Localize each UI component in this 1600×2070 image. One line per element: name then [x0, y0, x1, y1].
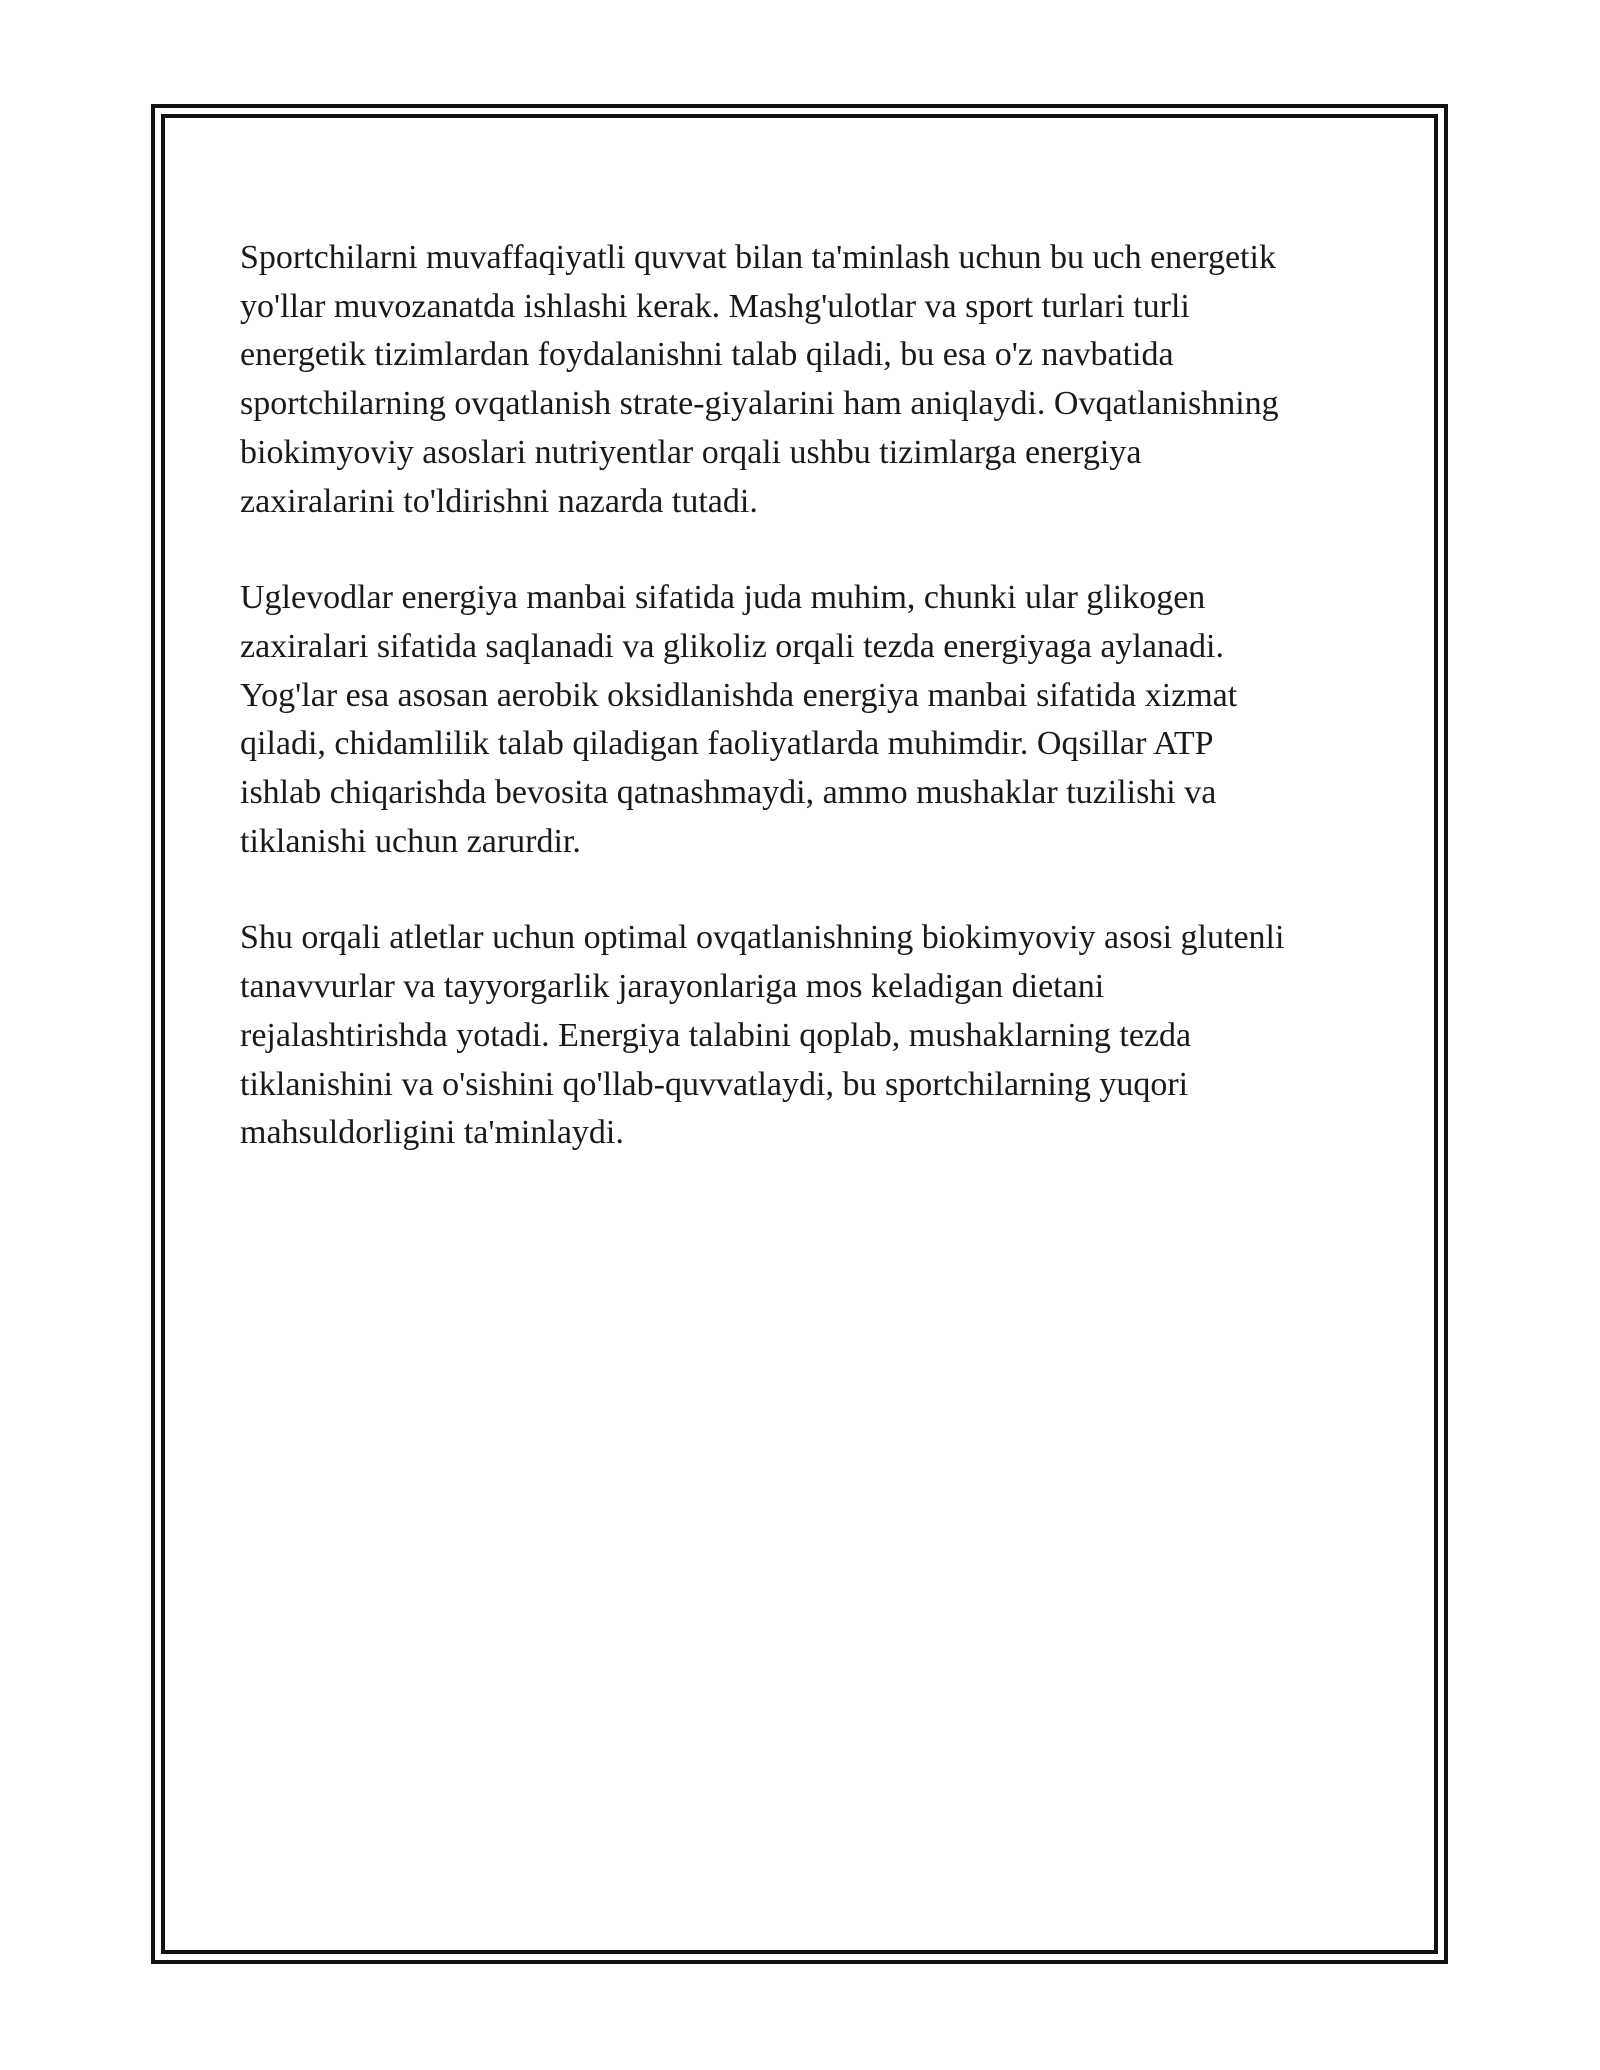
text-line: zaxiralari sifatida saqlanadi va glikoliz orqali tezda energiyaga aylanadi.	[240, 627, 1224, 665]
text-line: sportchilarning ovqatlanish strate-giyalarini ham aniqlaydi. Ovqatlanishning	[240, 385, 1279, 423]
text-line: Shu orqali atletlar uchun optimal ovqatlanishning biokimyoviy asosi glutenli	[240, 919, 1285, 957]
text-line: Yog'lar esa asosan aerobik oksidlanishda energiya manbai sifatida xizmat	[240, 676, 1238, 714]
text-line: biokimyoviy asoslari nutriyentlar orqali ushbu tizimlarga energiya	[240, 433, 1142, 471]
text-line: tiklanishi uchun zarurdir.	[240, 822, 581, 860]
text-line: Sportchilarni muvaffaqiyatli quvvat bilan ta'minlash uchun bu uch energetik	[240, 239, 1276, 276]
text-line: rejalashtirishda yotadi. Energiya talabini qoplab, mushaklarning tezda	[240, 1016, 1192, 1054]
text-line: qiladi, chidamlilik talab qiladigan faoliyatlarda muhimdir. Oqsillar ATP	[240, 725, 1214, 763]
paragraph-conclusion	[240, 914, 1380, 1158]
text-line: Uglevodlar energiya manbai sifatida juda muhim, chunki ular glikogen	[240, 579, 1206, 617]
text-line: ishlab chiqarishda bevosita qatnashmaydi, ammo mushaklar tuzilishi va	[240, 774, 1217, 812]
paragraph-macronutrients	[240, 574, 1380, 866]
paragraph-energy-pathways	[240, 234, 1380, 526]
text-line: zaxiralarini to'ldirishni nazarda tutadi.	[240, 482, 758, 520]
text-line: tiklanishini va o'sishini qo'llab-quvvatlaydi, bu sportchilarning yuqori	[240, 1065, 1189, 1103]
text-line: mahsuldorligini ta'minlaydi.	[240, 1114, 624, 1152]
text-line: energetik tizimlardan foydalanishni talab qiladi, bu esa o'z navbatida	[240, 336, 1174, 374]
text-line: tanavvurlar va tayyorgarlik jarayonlariga mos keladigan dietani	[240, 968, 1105, 1006]
page-border-outer	[151, 104, 1448, 1964]
text-line: yo'llar muvozanatda ishlashi kerak. Mashg'ulotlar va sport turlari turli	[240, 287, 1190, 325]
document-body	[240, 234, 1380, 1206]
